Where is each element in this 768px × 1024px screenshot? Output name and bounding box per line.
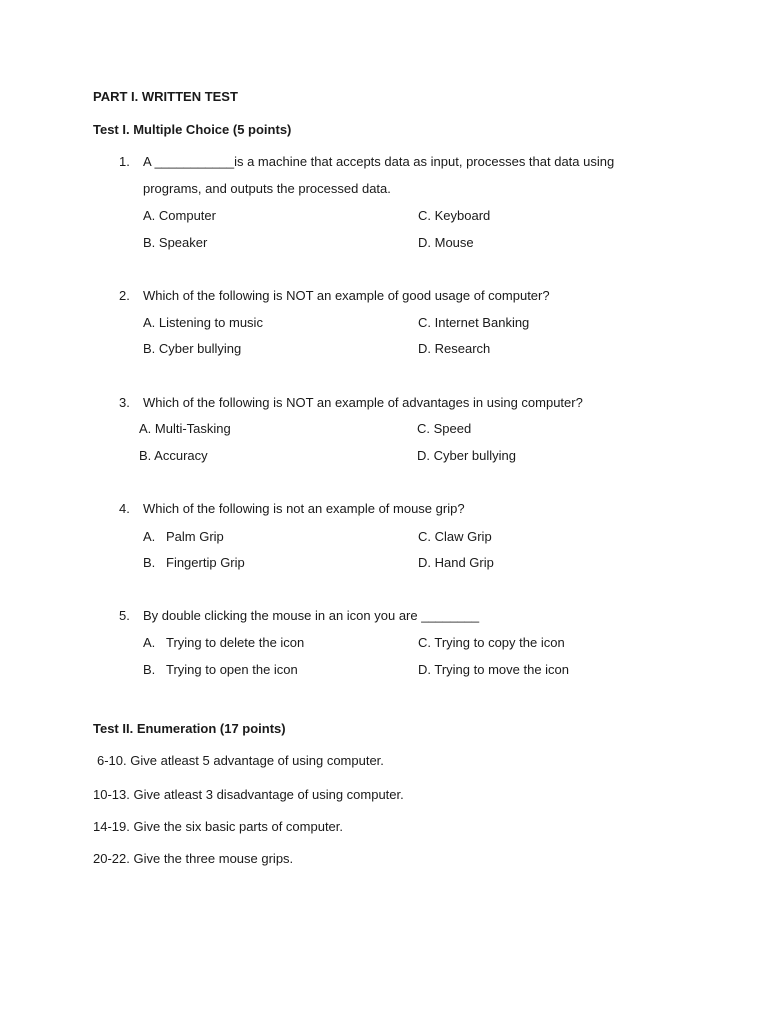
enumeration-item-3: 14-19. Give the six basic parts of computer. (93, 819, 344, 834)
enumeration-item-2: 10-13. Give atleast 3 disadvantage of using computer. (93, 787, 404, 802)
question-1-option-d: D. Mouse (418, 235, 474, 250)
question-1-number: 1. (119, 154, 130, 169)
enumeration-item-4: 20-22. Give the three mouse grips. (93, 851, 294, 866)
part-title: PART I. WRITTEN TEST (93, 89, 238, 104)
question-2-number: 2. (119, 288, 130, 303)
question-3-option-c: C. Speed (417, 421, 472, 436)
question-4-option-b-text: Fingertip Grip (166, 555, 245, 570)
question-1-text: A ___________is a machine that accepts data as input, processes that data using (143, 154, 615, 169)
question-1-text-line2: programs, and outputs the processed data. (143, 181, 391, 196)
question-3-option-a: A. Multi-Tasking (139, 421, 231, 436)
question-5-text: By double clicking the mouse in an icon you are ________ (143, 608, 480, 623)
question-4-text: Which of the following is not an example of mouse grip? (143, 501, 465, 516)
question-5-option-a-text: Trying to delete the icon (166, 635, 305, 650)
test2-heading: Test II. Enumeration (17 points) (93, 721, 286, 736)
question-4-option-a-text: Palm Grip (166, 529, 224, 544)
question-3-option-d: D. Cyber bullying (417, 448, 516, 463)
question-5-option-d: D. Trying to move the icon (418, 662, 570, 677)
question-4-option-b-letter: B. (143, 555, 156, 570)
question-3-option-b: B. Accuracy (139, 448, 208, 463)
test1-heading: Test I. Multiple Choice (5 points) (93, 122, 292, 137)
question-2-option-d: D. Research (418, 341, 491, 356)
enumeration-item-1: 6-10. Give atleast 5 advantage of using computer. (97, 753, 384, 768)
question-1-option-c: C. Keyboard (418, 208, 491, 223)
question-4-option-a-letter: A. (143, 529, 156, 544)
question-1-option-a: A. Computer (143, 208, 216, 223)
question-2-option-a: A. Listening to music (143, 315, 263, 330)
question-3-text: Which of the following is NOT an example of advantages in using computer? (143, 395, 583, 410)
question-4-option-d: D. Hand Grip (418, 555, 494, 570)
question-5-option-c: C. Trying to copy the icon (418, 635, 565, 650)
question-4-option-c: C. Claw Grip (418, 529, 492, 544)
question-5-option-a-letter: A. (143, 635, 156, 650)
question-5-option-b-letter: B. (143, 662, 156, 677)
question-2-text: Which of the following is NOT an example of good usage of computer? (143, 288, 550, 303)
question-4-number: 4. (119, 501, 130, 516)
question-5-number: 5. (119, 608, 130, 623)
question-5-option-b-text: Trying to open the icon (166, 662, 298, 677)
question-2-option-b: B. Cyber bullying (143, 341, 242, 356)
question-2-option-c: C. Internet Banking (418, 315, 530, 330)
question-3-number: 3. (119, 395, 130, 410)
question-1-option-b: B. Speaker (143, 235, 208, 250)
